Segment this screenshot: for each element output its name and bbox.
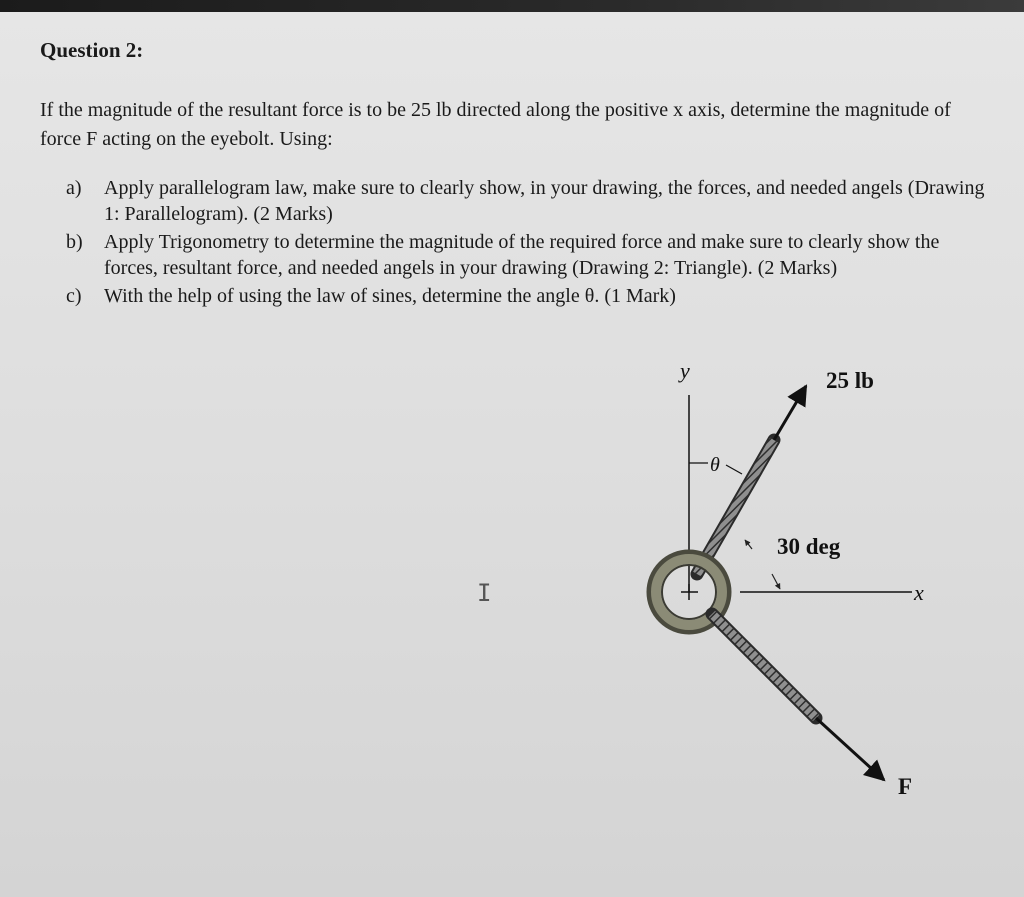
y-axis-label: y [680,358,690,383]
upper-cable-texture [697,440,774,574]
x-axis-label: x [914,580,924,605]
angle-arrow-lower [772,574,780,589]
text-cursor-icon: I [477,579,492,607]
document-page [0,12,1024,897]
part-text: With the help of using the law of sines, determine the angle θ. (1 Mark) [104,285,676,307]
force-arrow-f [816,718,884,780]
theta-label: θ [710,454,720,476]
monitor-bezel [0,0,1024,12]
eyebolt-force-diagram [0,12,1024,897]
question-statement: If the magnitude of the resultant force is to be 25 lb directed along the positive x axis, determine the magnitude of force F acting on the eyebolt. Using: [40,99,951,150]
force-label-f: F [898,774,913,799]
part-letter: a) [66,177,82,199]
part-text: Apply Trigonometry to determine the magnitude of the required force and make sure to clearly show the forces, resultant force, and needed angels in your drawing (Drawing 2: Triangle). (2 Marks) [104,231,940,279]
angle-arrow-upper [745,540,752,549]
part-letter: c) [66,285,82,307]
angle-label-30deg: 30 deg [777,534,841,559]
theta-tick-right [726,465,742,474]
question-heading: Question 2: [40,38,144,62]
part-text: Apply parallelogram law, make sure to clearly show, in your drawing, the forces, and needed angels (Drawing 1: Parallelogram). (2 Marks) [104,177,985,225]
force-label-25lb: 25 lb [826,368,874,393]
lower-cable-texture [712,614,816,718]
force-arrow-25lb [774,386,806,440]
part-letter: b) [66,231,83,253]
